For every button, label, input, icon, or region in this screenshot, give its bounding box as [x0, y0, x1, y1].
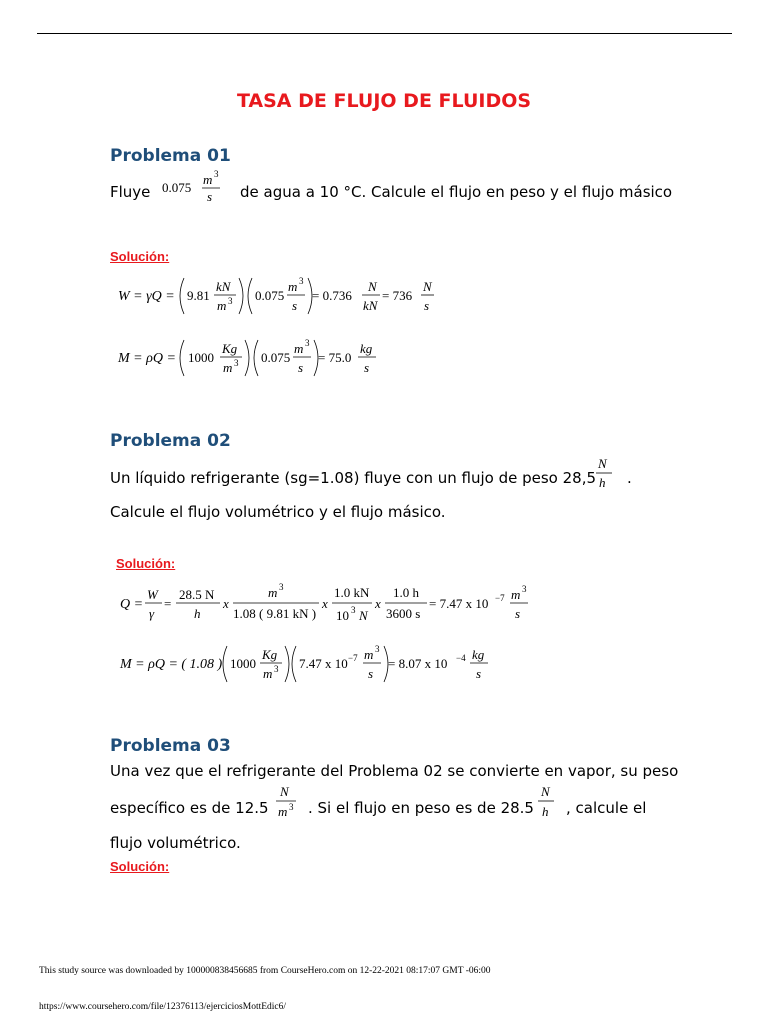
factor2-value: 7.47 x 10 [299, 656, 348, 671]
top-rule [37, 33, 732, 34]
factor2-num: m [364, 647, 374, 662]
f3-den-tail: N [359, 608, 368, 623]
problem-02-line1-end: . [627, 469, 632, 487]
result-exp: −7 [495, 593, 505, 603]
eq-sign: = [164, 596, 172, 611]
times-1: x [223, 596, 229, 611]
unit1-den: m [278, 804, 288, 819]
result1-value: = 0.736 [312, 288, 352, 303]
times-3: x [375, 596, 381, 611]
problem-03-unit1 [272, 782, 300, 824]
problem-03-solution-label: Solución: [110, 859, 170, 874]
f2-den: 1.08 ( 9.81 kN ) [233, 606, 317, 621]
unit1-num: N [280, 784, 289, 799]
problem-02-line1: Un líquido refrigerante (sg=1.08) fluye con un flujo de peso 28,5 [110, 469, 597, 487]
factor2-den: s [292, 298, 298, 313]
problem-03-line1: Una vez que el refrigerante del Problema 02 se convierte en vapor, su peso [110, 762, 679, 780]
result-den: s [515, 606, 521, 621]
factor2-value: 0.075 [261, 350, 291, 365]
f3-den-base: 10 [336, 608, 349, 623]
problem-02-heading: Problema 02 [110, 431, 231, 451]
factor1-num: Kg [262, 647, 278, 662]
flow-unit-den: s [207, 189, 213, 204]
f0-num: W [147, 587, 158, 602]
right-paren [239, 278, 243, 314]
problem-02-mass-equation [116, 640, 516, 690]
result-value: = 75.0 [318, 350, 352, 365]
factor1-den-exp: 3 [228, 296, 233, 306]
factor1-den-exp: 3 [274, 664, 279, 674]
unit1-den-exp: 3 [289, 802, 294, 812]
source-url-link[interactable]: https://www.coursehero.com/file/12376113/ejerciciosMottEdic6/ [39, 1002, 287, 1012]
factor1-value: 9.81 [187, 288, 210, 303]
factor2-num-exp: 3 [299, 276, 304, 286]
problem-01-text-after: de agua a 10 °C. Calcule el flujo en peso y el flujo másico [240, 183, 673, 201]
result-num-exp: 3 [522, 584, 527, 594]
factor2-den: s [298, 360, 304, 375]
factor2-value: 0.075 [255, 288, 285, 303]
factor2-num: m [288, 279, 298, 294]
unit2-den: h [542, 804, 549, 819]
problem-03-line2-c: , calcule el [566, 799, 647, 817]
eq-lhs: M = ρQ = ( 1.08 ) [120, 657, 223, 672]
result-exp: −4 [456, 653, 466, 663]
result2-num: N [423, 279, 432, 294]
unit-num: N [598, 456, 607, 471]
problem-02-unit [592, 454, 618, 494]
problem-01-solution-label: Solución: [110, 249, 170, 264]
factor1-den: m [223, 360, 233, 375]
result-value: = 7.47 x 10 [429, 596, 489, 611]
f2-num-base: m [268, 585, 278, 600]
result1-num: N [368, 279, 377, 294]
factor1-value: 1000 [230, 656, 256, 671]
problem-02-line2: Calcule el flujo volumétrico y el flujo másico. [110, 503, 446, 521]
factor2-num: m [294, 341, 304, 356]
factor1-num: kN [216, 279, 231, 294]
problem-03-heading: Problema 03 [110, 736, 231, 756]
eq-lhs: M = ρQ = [118, 351, 176, 366]
problem-03-unit2 [534, 782, 560, 824]
problem-02-solution-label: Solución: [116, 556, 176, 571]
problem-03-line2-a: específico es de 12.5 [110, 799, 269, 817]
f3-den-exp: 3 [351, 605, 356, 615]
result-den: s [364, 360, 370, 375]
eq-lhs: W = γQ = [118, 289, 175, 304]
factor1-den-exp: 3 [234, 358, 239, 368]
factor1-den: m [217, 298, 227, 313]
unit-den: h [599, 475, 606, 490]
f1-num: 28.5 N [179, 587, 215, 602]
result1-den: kN [363, 298, 378, 313]
factor1-den: m [263, 666, 273, 681]
document-title: TASA DE FLUJO DE FLUIDOS [236, 90, 532, 112]
problem-01-flow-expression [158, 166, 228, 206]
result-num: m [511, 587, 521, 602]
times-2: x [322, 596, 328, 611]
factor1-value: 1000 [188, 350, 214, 365]
result2-den: s [424, 298, 430, 313]
factor2-exp: −7 [348, 653, 358, 663]
result2-value: = 736 [382, 288, 413, 303]
problem-03-line3: flujo volumétrico. [110, 834, 241, 852]
f3-num: 1.0 kN [334, 585, 370, 600]
problem-01-weight-equation [112, 272, 452, 322]
problem-01-heading: Problema 01 [110, 146, 231, 166]
factor2-num-exp: 3 [375, 644, 380, 654]
eq-lhs: Q = [120, 597, 144, 612]
factor1-num: Kg [222, 341, 238, 356]
problem-01-mass-equation [112, 334, 412, 384]
flow-value: 0.075 [162, 180, 192, 195]
f4-num: 1.0 h [393, 585, 419, 600]
unit2-num: N [541, 784, 550, 799]
f4-den: 3600 s [386, 606, 421, 621]
problem-02-flow-equation [116, 580, 546, 630]
result-value: = 8.07 x 10 [388, 656, 448, 671]
f1-den: h [194, 606, 201, 621]
flow-unit-exp: 3 [214, 169, 219, 179]
problem-03-line2-b: . Si el flujo en peso es de 28.5 [308, 799, 534, 817]
download-notice: This study source was downloaded by 100000838456685 from CourseHero.com on 12-22-2021 08:17:07 GMT -06:00 [39, 966, 491, 976]
result-num: kg [472, 647, 485, 662]
result-den: s [476, 666, 482, 681]
left-paren [180, 278, 184, 314]
f0-den: γ [149, 606, 155, 621]
flow-unit-num: m [203, 172, 213, 187]
f2-num-exp: 3 [279, 582, 284, 592]
factor2-den: s [368, 666, 374, 681]
result-num: kg [360, 341, 373, 356]
factor2-num-exp: 3 [305, 338, 310, 348]
problem-01-text-before: Fluye [110, 183, 151, 201]
